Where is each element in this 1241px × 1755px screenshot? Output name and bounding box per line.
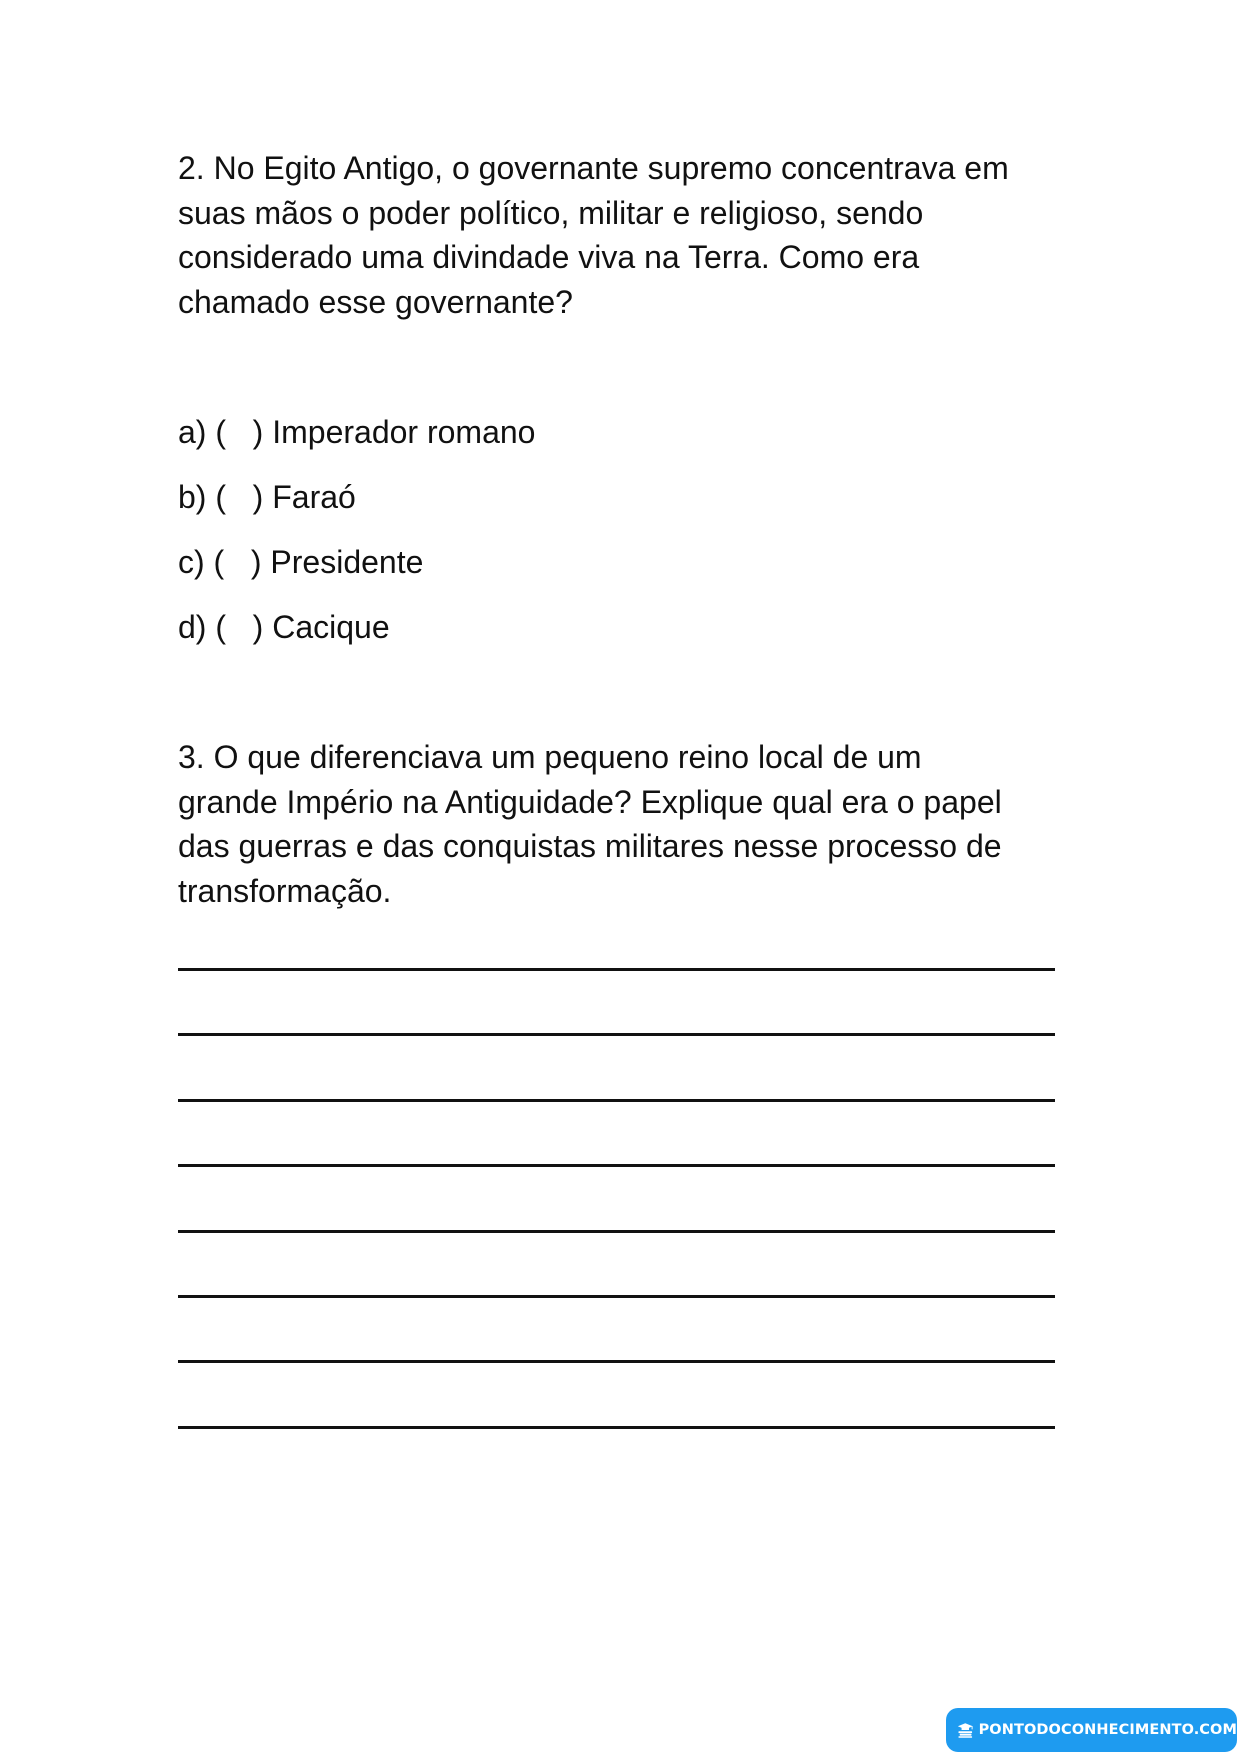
option-d[interactable]: d) ( ) Cacique	[178, 609, 390, 645]
question-2-options	[178, 410, 535, 670]
answer-line[interactable]	[178, 1164, 1055, 1167]
question-3-line: transformação.	[178, 872, 392, 909]
watermark-text: PONTODOCONHECIMENTO.COM	[978, 1722, 1237, 1738]
answer-line[interactable]	[178, 1033, 1055, 1036]
graduation-books-icon	[956, 1717, 975, 1743]
answer-lines	[178, 968, 1055, 1491]
answer-line[interactable]	[178, 968, 1055, 971]
answer-line[interactable]	[178, 1099, 1055, 1102]
answer-line[interactable]	[178, 1426, 1055, 1429]
answer-line[interactable]	[178, 1295, 1055, 1298]
question-3-line: das guerras e das conquistas militares nesse processo de	[178, 828, 1002, 864]
site-watermark-badge	[946, 1708, 1237, 1752]
question-3-line: grande Império na Antiguidade? Explique qual era o papel	[178, 783, 1002, 820]
question-3-text	[178, 735, 1078, 913]
option-c[interactable]: c) ( ) Presidente	[178, 544, 424, 580]
question-2-line: chamado esse governante?	[178, 283, 573, 320]
question-2-text	[178, 146, 1078, 324]
answer-line[interactable]	[178, 1360, 1055, 1363]
question-2-line: considerado uma divindade viva na Terra. Como era	[178, 239, 920, 275]
question-2-line: suas mãos o poder político, militar e religioso, sendo	[178, 194, 924, 231]
option-a[interactable]: a) ( ) Imperador romano	[178, 414, 536, 450]
question-2-line: 2. No Egito Antigo, o governante supremo concentrava em	[178, 150, 1009, 186]
question-3-line: 3. O que diferenciava um pequeno reino local de um	[178, 739, 922, 775]
option-b[interactable]: b) ( ) Faraó	[178, 479, 356, 515]
answer-line[interactable]	[178, 1230, 1055, 1233]
